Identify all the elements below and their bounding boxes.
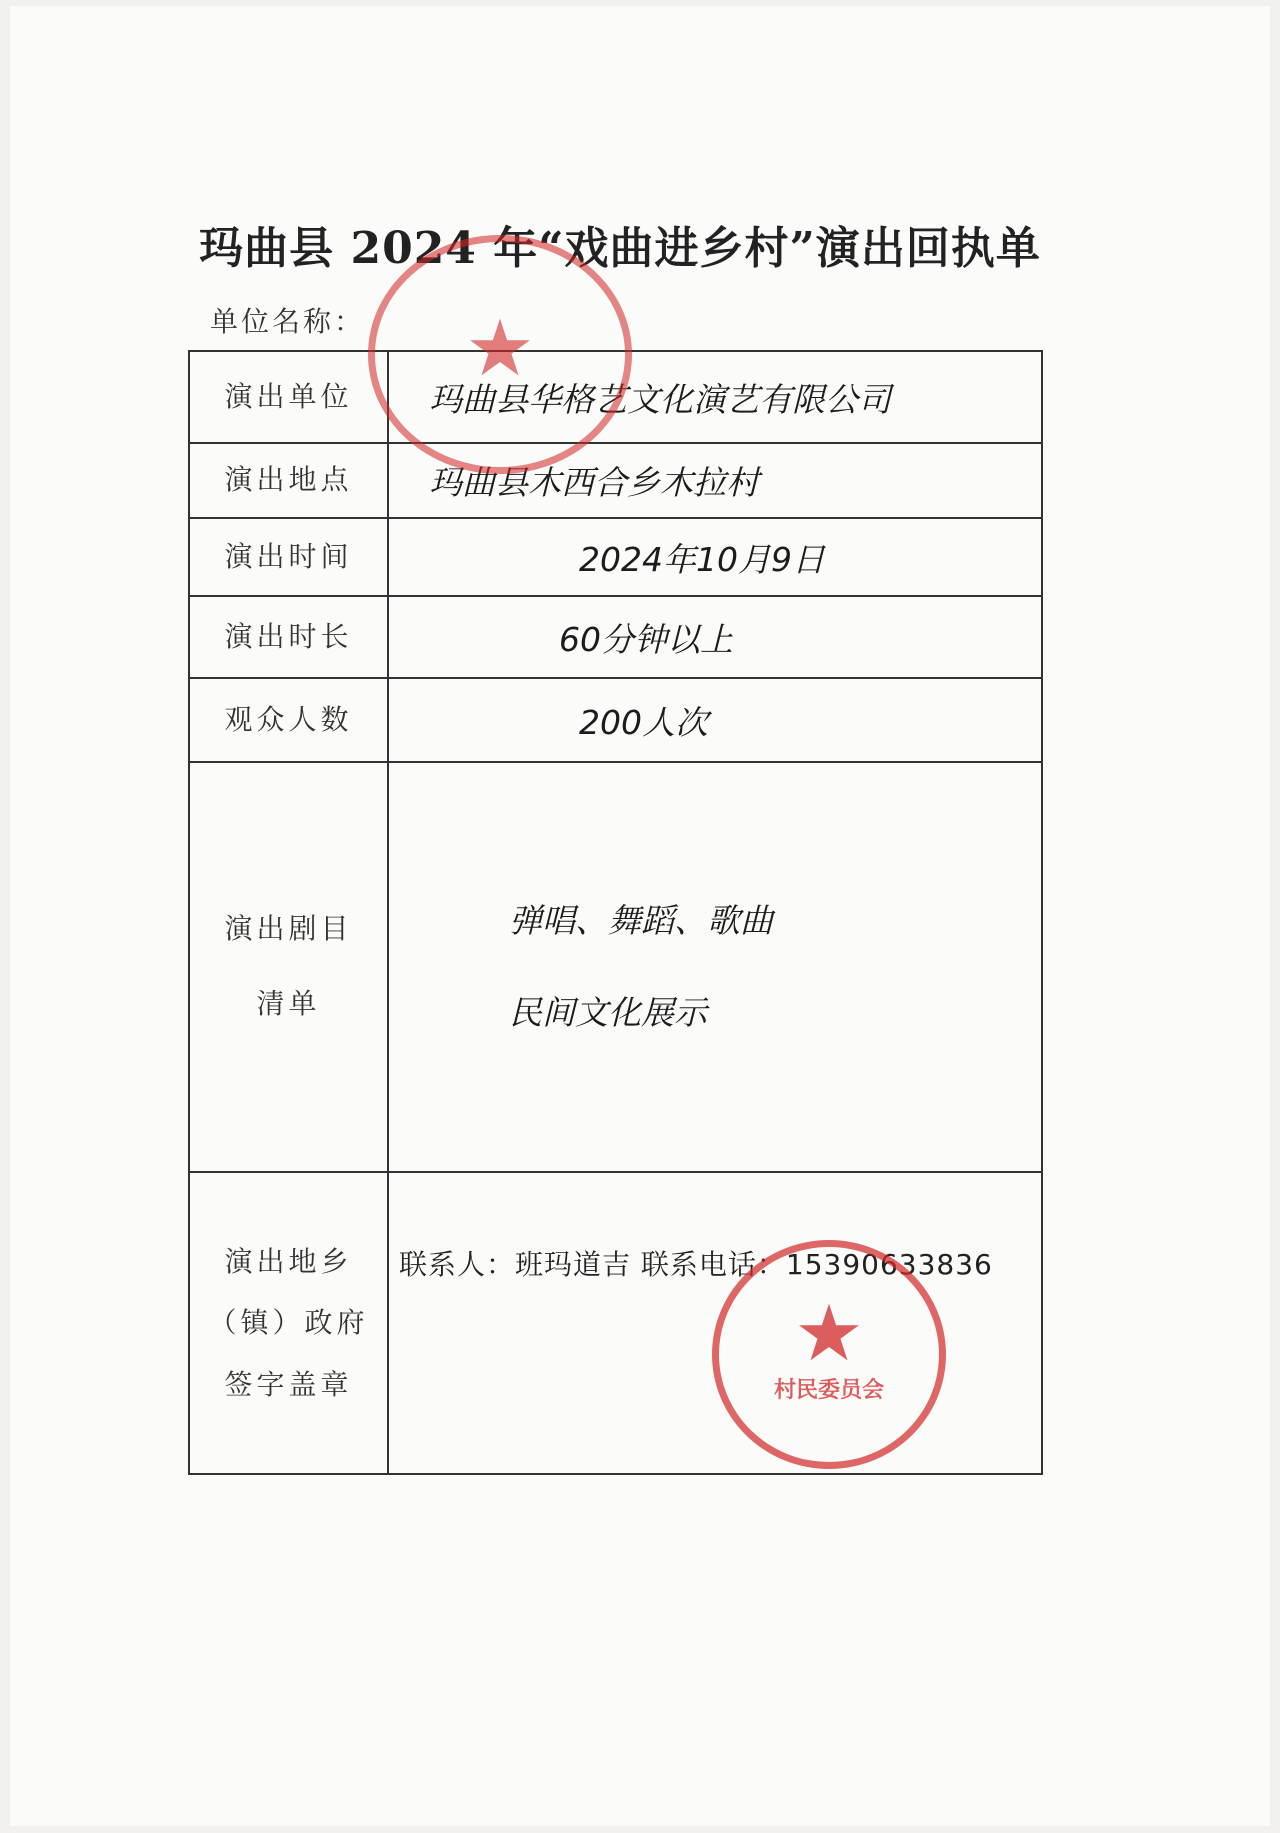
value-performance-duration: 60分钟以上 bbox=[559, 619, 733, 659]
row-program-list bbox=[189, 762, 1042, 1172]
label-performance-place: 演出地点 bbox=[189, 443, 388, 518]
program-item-1: 弹唱、舞蹈、歌曲 bbox=[509, 900, 773, 940]
label-audience-count: 观众人数 bbox=[189, 678, 388, 762]
label-government-signature bbox=[189, 1172, 388, 1474]
document-title: 玛曲县 2024 年“戏曲进乡村”演出回执单 bbox=[199, 223, 1041, 274]
label-performance-time: 演出时间 bbox=[189, 518, 388, 596]
contact-info: 联系人：班玛道吉 联系电话：15390633836 bbox=[399, 1248, 993, 1281]
row-performance-duration bbox=[189, 596, 1042, 678]
star-icon: ★ bbox=[794, 1289, 864, 1379]
label-program-line2: 清单 bbox=[256, 987, 321, 1020]
label-performance-duration: 演出时长 bbox=[189, 596, 388, 678]
label-signature-line2: （镇）政府 bbox=[208, 1306, 369, 1340]
star-icon: ★ bbox=[465, 304, 535, 394]
label-signature-line1: 演出地乡 bbox=[224, 1244, 353, 1278]
label-performing-unit: 演出单位 bbox=[189, 351, 388, 443]
label-signature-line3: 签字盖章 bbox=[224, 1367, 353, 1401]
seal-inner-text: 村民委员会 bbox=[773, 1377, 884, 1403]
row-performance-time bbox=[189, 518, 1042, 596]
row-audience-count bbox=[189, 678, 1042, 762]
value-performing-unit: 玛曲县华格艺文化演艺有限公司 bbox=[429, 379, 891, 419]
row-performance-place bbox=[189, 443, 1042, 518]
label-program-list bbox=[189, 762, 388, 1172]
company-seal-stamp bbox=[368, 235, 632, 474]
value-performance-place: 玛曲县木西合乡木拉村 bbox=[429, 463, 759, 502]
unit-name-label: 单位名称： bbox=[210, 305, 366, 338]
village-committee-seal-stamp bbox=[712, 1240, 946, 1469]
label-program-line1: 演出剧目 bbox=[224, 912, 353, 946]
value-performance-time: 2024年10月9日 bbox=[579, 539, 825, 579]
value-audience-count: 200人次 bbox=[579, 702, 708, 742]
program-item-2: 民间文化展示 bbox=[509, 993, 707, 1032]
